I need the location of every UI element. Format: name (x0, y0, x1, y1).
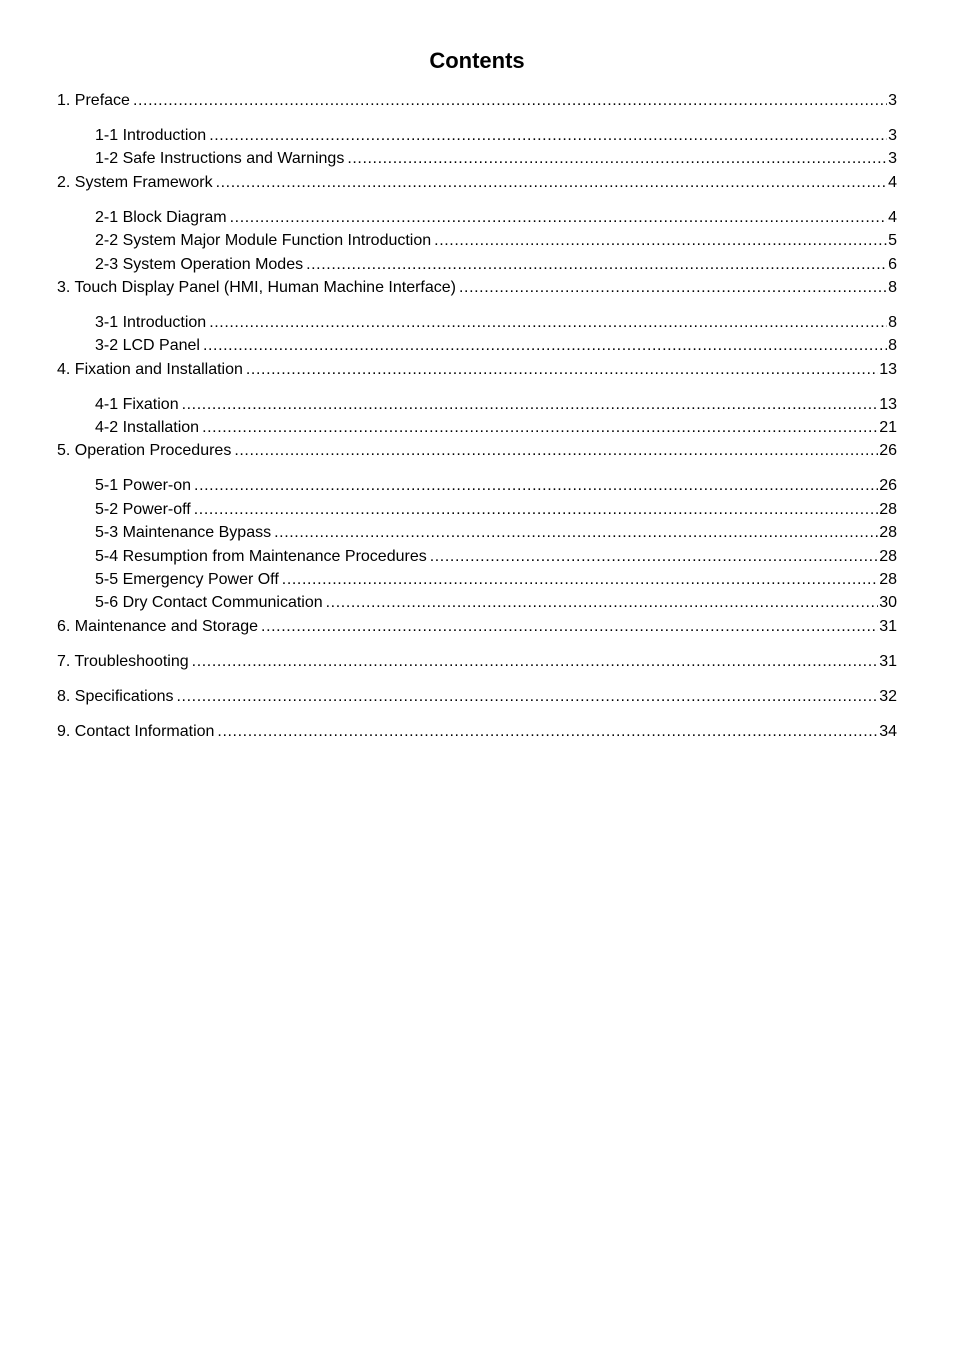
toc-entry-label: 5-6 Dry Contact Communication (95, 594, 323, 612)
toc-entry-label: 5-4 Resumption from Maintenance Procedures (95, 547, 427, 565)
dot-leader (230, 206, 887, 229)
toc-section-entry[interactable] (57, 393, 897, 416)
toc-entry-label: 5-3 Maintenance Bypass (95, 524, 272, 542)
toc-entry-page-number: 13 (879, 395, 897, 413)
toc-entry-label: 5-2 Power-off (95, 500, 191, 518)
toc-entry-page-number: 31 (879, 652, 897, 670)
toc-section-entry[interactable] (57, 206, 897, 229)
toc-entry-label: 2-1 Block Diagram (95, 208, 227, 226)
toc-section-entry[interactable] (57, 253, 897, 276)
dot-leader (430, 545, 878, 568)
toc-entry-page-number: 28 (879, 547, 897, 565)
toc-entry-label: 9. Contact Information (57, 722, 215, 740)
toc-entry-page-number: 32 (879, 687, 897, 705)
toc-section-entry[interactable] (57, 568, 897, 591)
toc-entry-label: 5. Operation Procedures (57, 442, 232, 460)
toc-section-entry[interactable] (57, 545, 897, 568)
toc-entry-page-number: 26 (879, 442, 897, 460)
toc-entry-page-number: 8 (888, 278, 897, 296)
dot-leader (274, 521, 878, 544)
dot-leader (209, 124, 887, 147)
toc-chapter-entry[interactable] (57, 439, 897, 462)
dot-leader (202, 416, 878, 439)
dot-leader (459, 276, 887, 299)
toc-section-entry[interactable] (57, 474, 897, 497)
toc-entry-label: 4-2 Installation (95, 419, 200, 437)
dot-leader (194, 474, 878, 497)
toc-entry-label: 1. Preface (57, 92, 130, 109)
toc-section-entry[interactable] (57, 591, 897, 614)
toc-chapter-entry[interactable] (57, 171, 897, 194)
toc-entry-page-number: 5 (888, 232, 897, 250)
dot-leader (182, 393, 879, 416)
dot-leader (209, 311, 887, 334)
toc-entry-page-number: 6 (888, 255, 897, 273)
toc-entry-page-number: 28 (879, 524, 897, 542)
toc-entry-label: 2-3 System Operation Modes (95, 255, 304, 273)
toc-entry-page-number: 3 (888, 150, 897, 168)
toc-entry-page-number: 3 (888, 92, 897, 109)
toc-entry-label: 3. Touch Display Panel (HMI, Human Machine Interface) (57, 278, 456, 296)
toc-entry-page-number: 28 (879, 500, 897, 518)
toc-entry-label: 6. Maintenance and Storage (57, 617, 259, 635)
toc-entry-label: 8. Specifications (57, 687, 174, 705)
toc-section-entry[interactable] (57, 416, 897, 439)
toc-chapter-entry[interactable] (57, 720, 897, 743)
dot-leader (177, 685, 879, 708)
toc-entry-page-number: 4 (888, 208, 897, 226)
toc-entry-page-number: 8 (888, 313, 897, 331)
dot-leader (282, 568, 878, 591)
dot-leader (347, 147, 887, 170)
toc-entry-label: 4-1 Fixation (95, 395, 179, 413)
dot-leader (217, 720, 878, 743)
toc-section-entry[interactable] (57, 311, 897, 334)
toc-entry-label: 5-5 Emergency Power Off (95, 571, 279, 588)
toc-entry-page-number: 8 (888, 337, 897, 355)
toc-entry-page-number: 31 (879, 617, 897, 635)
toc-section-entry[interactable] (57, 521, 897, 544)
toc-entry-page-number: 3 (888, 126, 897, 144)
dot-leader (203, 334, 887, 357)
toc-entry-label: 3-1 Introduction (95, 313, 207, 331)
dot-leader (192, 650, 879, 673)
toc-entry-label: 1-2 Safe Instructions and Warnings (95, 150, 345, 168)
toc-chapter-entry[interactable] (57, 89, 897, 112)
toc-section-entry[interactable] (57, 147, 897, 170)
dot-leader (326, 591, 879, 614)
toc-chapter-entry[interactable] (57, 685, 897, 708)
toc-chapter-entry[interactable] (57, 358, 897, 381)
toc-section-entry[interactable] (57, 498, 897, 521)
dot-leader (234, 439, 878, 462)
dot-leader (306, 253, 887, 276)
toc-chapter-entry[interactable] (57, 615, 897, 638)
toc-chapter-entry[interactable] (57, 650, 897, 673)
dot-leader (434, 229, 887, 252)
toc-entry-page-number: 26 (879, 477, 897, 495)
toc-entry-label: 7. Troubleshooting (57, 652, 189, 670)
toc-entry-label: 2-2 System Major Module Function Introduction (95, 232, 432, 250)
toc-entry-label: 4. Fixation and Installation (57, 360, 243, 378)
toc-entry-page-number: 30 (879, 594, 897, 612)
toc-entry-page-number: 4 (888, 173, 897, 191)
toc-entry-label: 3-2 LCD Panel (95, 337, 200, 355)
dot-leader (133, 89, 887, 112)
toc-entry-page-number: 34 (879, 722, 897, 740)
dot-leader (246, 358, 878, 381)
toc-entry-label: 1-1 Introduction (95, 126, 207, 144)
toc-chapter-entry[interactable] (57, 276, 897, 299)
dot-leader (261, 615, 878, 638)
toc-section-entry[interactable] (57, 229, 897, 252)
dot-leader (216, 171, 888, 194)
toc-section-entry[interactable] (57, 334, 897, 357)
dot-leader (194, 498, 878, 521)
toc-entry-label: 5-1 Power-on (95, 477, 192, 495)
toc-entry-page-number: 13 (879, 360, 897, 378)
toc-entry-page-number: 21 (879, 419, 897, 437)
page-title: Contents (429, 48, 525, 73)
toc-entry-label: 2. System Framework (57, 173, 213, 191)
toc-entry-page-number: 28 (879, 571, 897, 588)
table-of-contents (57, 89, 897, 743)
toc-section-entry[interactable] (57, 124, 897, 147)
